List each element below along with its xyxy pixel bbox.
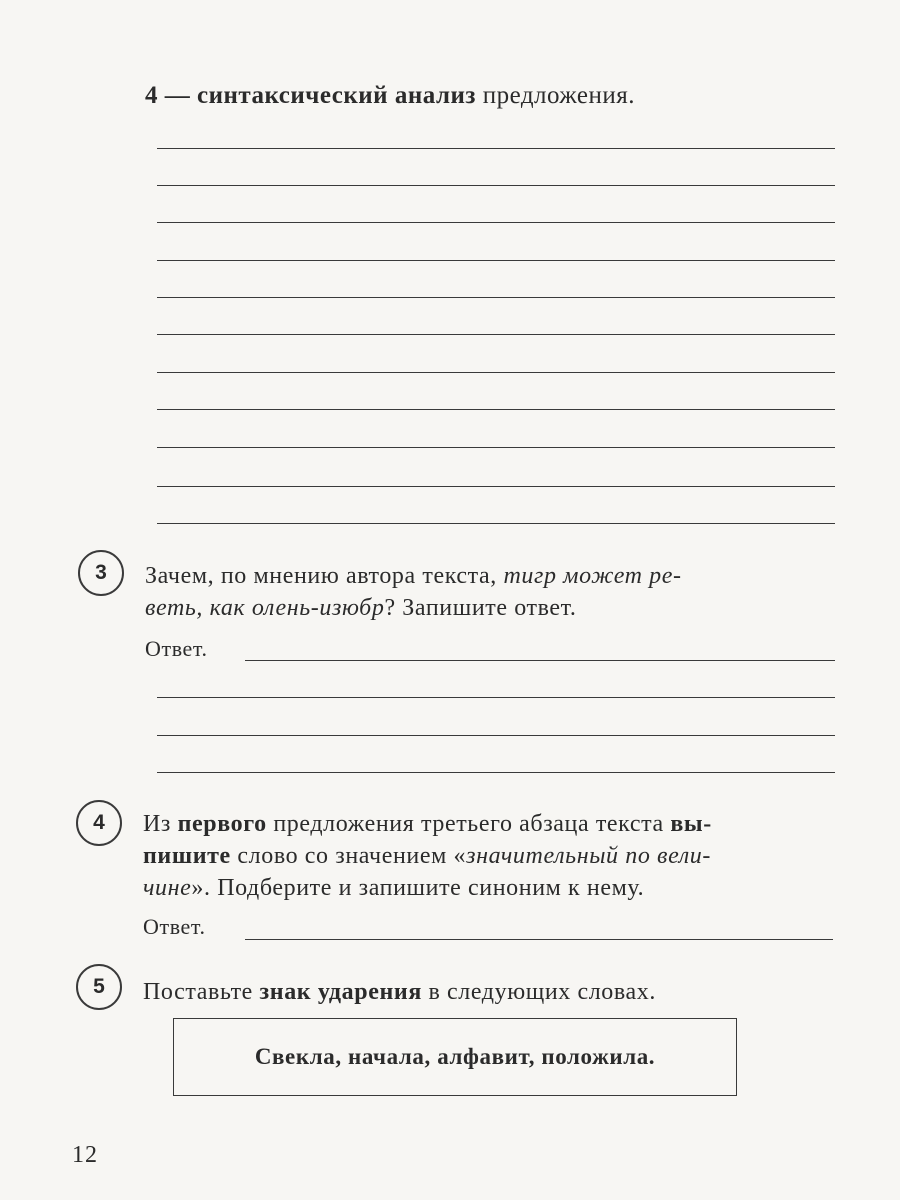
writing-line[interactable]: [157, 222, 835, 223]
writing-line[interactable]: [157, 697, 835, 698]
stress-words-box: [173, 1018, 737, 1096]
task-3-answer-line[interactable]: [245, 660, 835, 661]
writing-line[interactable]: [157, 735, 835, 736]
writing-line[interactable]: [157, 523, 835, 524]
writing-line[interactable]: [157, 334, 835, 335]
stress-words: Свекла, начала, алфавит, положила.: [254, 1044, 656, 1069]
task-4-answer-label: Ответ.: [143, 914, 206, 939]
task-number-5: 5: [76, 964, 122, 1010]
page-number: 12: [72, 1142, 98, 1168]
writing-line[interactable]: [157, 372, 835, 373]
task-5-question: Поставьте знак ударения в следующих словах.: [143, 979, 656, 1005]
syntax-analysis-instruction: 4 — синтаксический анализ предложения.: [145, 82, 635, 109]
task-number-4: 4: [76, 800, 122, 846]
writing-line[interactable]: [157, 297, 835, 298]
task-4-question: Из первого предложения третьего абзаца текста вы- пишите слово со значением «значительный по вели- чине». Подберите и запишите синоним к нему.: [143, 811, 712, 901]
task-3-answer-label: Ответ.: [145, 636, 208, 661]
writing-line[interactable]: [157, 486, 835, 487]
task-3-question: Зачем, по мнению автора текста, тигр может ре- веть, как олень-изюбр? Запишите ответ.: [145, 563, 682, 621]
writing-line[interactable]: [157, 260, 835, 261]
writing-line[interactable]: [157, 409, 835, 410]
writing-line[interactable]: [157, 772, 835, 773]
writing-line[interactable]: [157, 148, 835, 149]
task-number-3: 3: [78, 550, 124, 596]
writing-line[interactable]: [157, 185, 835, 186]
writing-line[interactable]: [157, 447, 835, 448]
task-4-answer-line[interactable]: [245, 939, 833, 940]
